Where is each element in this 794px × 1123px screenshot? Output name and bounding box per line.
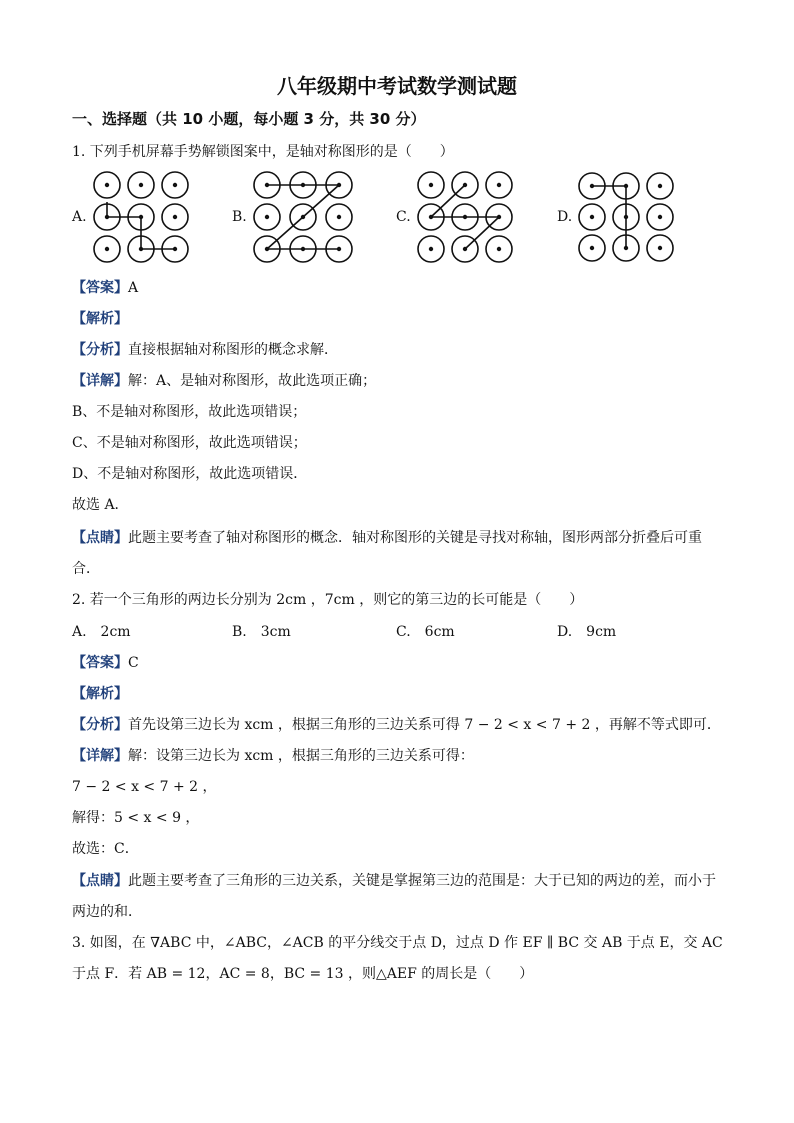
- dianjing-text: 此题主要考查了轴对称图形的概念．轴对称图形的关键是寻找对称轴，图形两部分折叠后可重: [128, 530, 702, 546]
- dianjing-tag: 【点睛】: [72, 873, 128, 889]
- fenxi-tag: 【分析】: [72, 342, 128, 358]
- q1-pattern-b-figure: [250, 168, 358, 266]
- q3-stem-line2: 于点 F．若 AB = 12，AC = 8，BC = 13 ，则△AEF 的周长是（ ）: [72, 966, 534, 982]
- xiangjie-text: 解：A、是轴对称图形，故此选项正确；: [128, 373, 377, 389]
- analysis-tag: 【解析】: [72, 686, 128, 702]
- q1-option-d-label: D.: [557, 209, 573, 225]
- q2-fenxi-line: [72, 714, 721, 734]
- q1-pattern-a-figure: [90, 168, 194, 266]
- q1-xiangjie-line: [72, 370, 376, 390]
- page-title: 八年级期中考试数学测试题: [277, 74, 517, 98]
- q1-pattern-c-figure: [414, 168, 522, 266]
- q1-option-a-label: A.: [72, 209, 87, 225]
- q2-solve: 解得：5 < x < 9 ，: [72, 810, 200, 826]
- q3-stem-line1: 3. 如图，在 ∇ABC 中，∠ABC，∠ACB 的平分线交于点 D，过点 D 作 EF ∥ BC 交 AB 于点 E，交 AC: [72, 935, 723, 951]
- q2-option-c: C. 6cm: [396, 624, 455, 640]
- unlock-path: [431, 185, 499, 249]
- fenxi-text: 首先设第三边长为 xcm ，根据三角形的三边关系可得 7 − 2 < x < 7 + 2 ，再解不等式即可．: [128, 717, 721, 733]
- analysis-tag: 【解析】: [72, 311, 128, 327]
- answer-tag: 【答案】: [72, 655, 128, 671]
- answer-value: C: [128, 655, 139, 671]
- xiangjie-tag: 【详解】: [72, 373, 128, 389]
- xiangjie-tag: 【详解】: [72, 748, 128, 764]
- q2-stem: 2. 若一个三角形的两边长分别为 2cm ，7cm ，则它的第三边的长可能是（ ）: [72, 592, 584, 608]
- xiangjie-text: 解：设第三边长为 xcm ，根据三角形的三边关系可得：: [128, 748, 474, 764]
- answer-value: A: [128, 280, 139, 296]
- q1-line-b: B、不是轴对称图形，故此选项错误；: [72, 404, 307, 420]
- q1-pattern-d-figure: [575, 170, 679, 266]
- q1-line-d: D、不是轴对称图形，故此选项错误．: [72, 466, 308, 482]
- q2-choose: 故选：C．: [72, 841, 139, 857]
- q1-dianjing-cont: 合．: [72, 561, 100, 577]
- fenxi-text: 直接根据轴对称图形的概念求解．: [128, 342, 338, 358]
- q1-fenxi-line: [72, 339, 338, 359]
- fenxi-tag: 【分析】: [72, 717, 128, 733]
- q1-choose: 故选 A．: [72, 497, 129, 513]
- q1-dianjing-line: [72, 527, 702, 547]
- q2-dianjing-line: [72, 870, 716, 890]
- q2-option-a: A. 2cm: [72, 624, 131, 640]
- q2-xiangjie-line: [72, 745, 474, 765]
- q1-line-c: C、不是轴对称图形，故此选项错误；: [72, 435, 307, 451]
- dianjing-text: 此题主要考查了三角形的三边关系，关键是掌握第三边的范围是：大于已知的两边的差，而小于: [128, 873, 716, 889]
- q2-inequality: 7 − 2 < x < 7 + 2 ，: [72, 779, 217, 795]
- q2-analysis-tag: [72, 683, 128, 703]
- q1-answer-line: [72, 277, 138, 297]
- q2-option-b: B. 3cm: [232, 624, 291, 640]
- dianjing-tag: 【点睛】: [72, 530, 128, 546]
- q2-option-d: D. 9cm: [557, 624, 617, 640]
- q1-option-b-label: B.: [232, 209, 247, 225]
- unlock-path: [592, 186, 626, 248]
- unlock-path: [267, 185, 339, 249]
- q1-analysis-tag: [72, 308, 128, 328]
- section-heading: 一、选择题（共 10 小题，每小题 3 分，共 30 分）: [72, 110, 426, 128]
- q2-dianjing-cont: 两边的和．: [72, 904, 142, 920]
- q1-stem: 1. 下列手机屏幕手势解锁图案中，是轴对称图形的是（ ）: [72, 144, 454, 160]
- q1-option-c-label: C.: [396, 209, 411, 225]
- q2-answer-line: [72, 652, 139, 672]
- answer-tag: 【答案】: [72, 280, 128, 296]
